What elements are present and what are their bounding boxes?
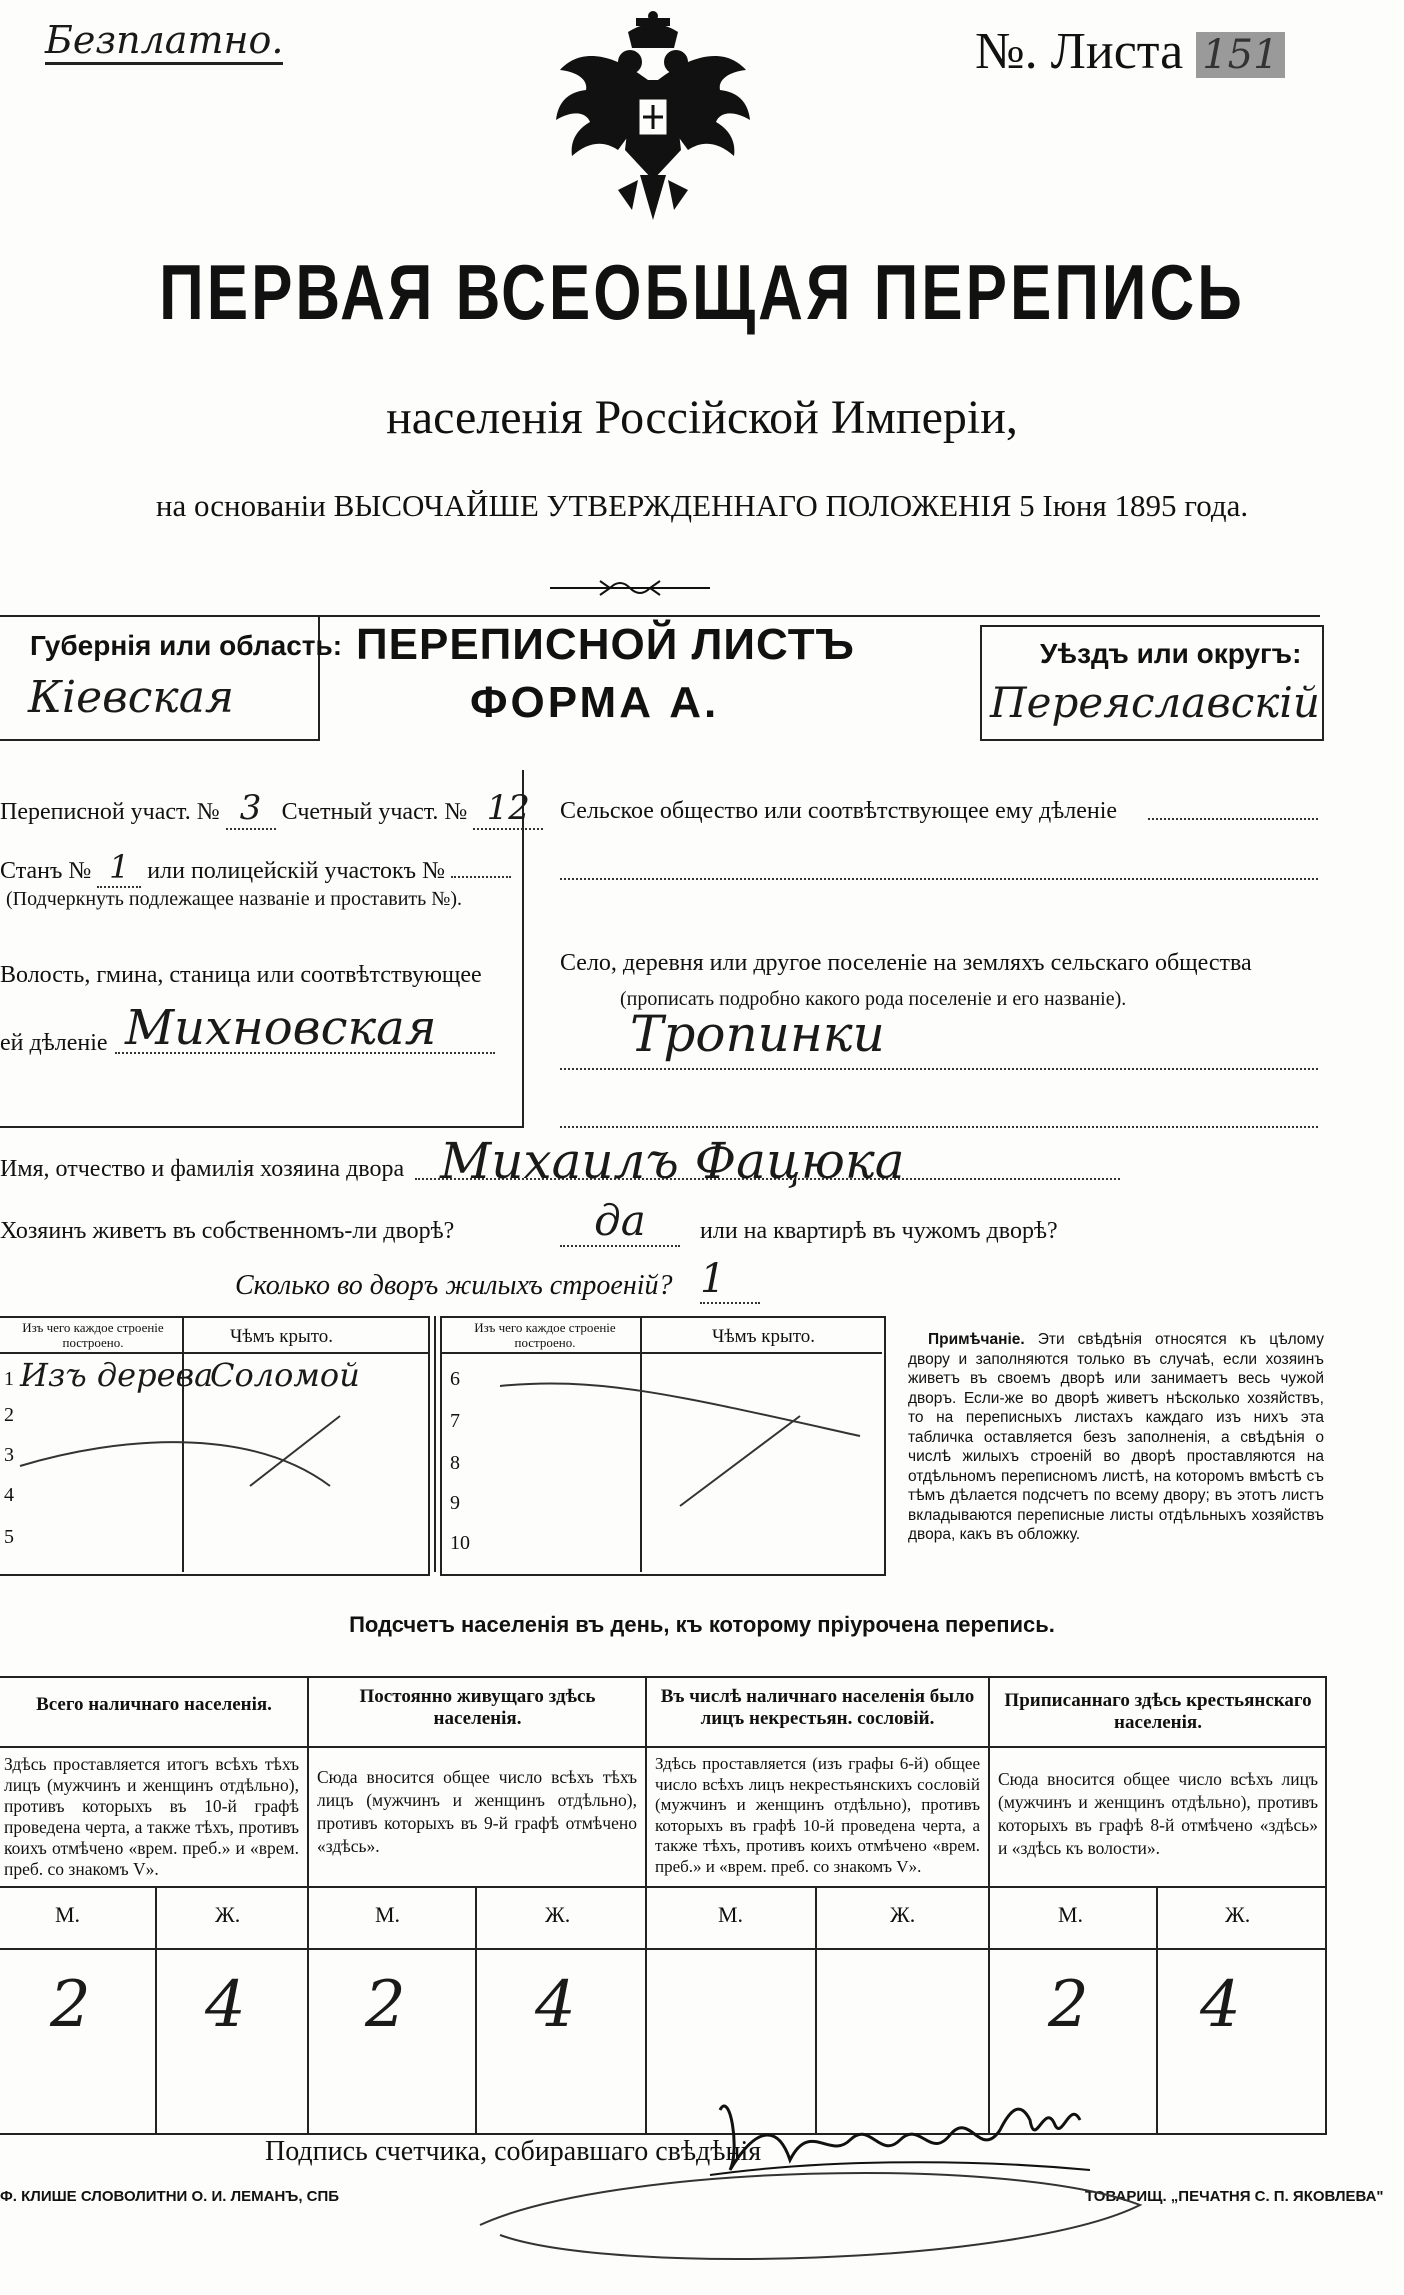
uezd-label: Уѣздъ или округъ:	[1040, 638, 1302, 669]
m-label: М.	[1058, 1902, 1084, 1927]
society-label: Сельское общество или соотвѣтствующее ему дѣленіе	[560, 798, 1118, 824]
volost-value: Михновская	[125, 1000, 437, 1056]
society-line-1	[1148, 818, 1318, 820]
village-line-1	[560, 1068, 1318, 1070]
village-line-2	[560, 1126, 1318, 1128]
owner-name-value: Михаилъ Фацюка	[440, 1132, 905, 1190]
schetny-uchast-value: 12	[473, 788, 543, 830]
row-roof: Соломой	[210, 1356, 360, 1394]
count-col-head: Всего наличнаго населенія.	[36, 1694, 272, 1715]
footer-left: Ф. КЛИШЕ СЛОВОЛИТНИ О. И. ЛЕМАНЪ, СПБ	[0, 2188, 340, 2205]
signature-label: Подпись счетчика, собиравшаго свѣдѣнія	[265, 2136, 762, 2167]
row-number: 1	[4, 1368, 14, 1390]
count-col-head: Въ числѣ наличнаго населенія было лицъ некрестьян. сословій.	[660, 1686, 975, 1729]
count-col-head: Приписаннаго здѣсь крестьянскаго населенія.	[1004, 1690, 1312, 1733]
owner-lives-value: да	[560, 1196, 680, 1247]
count-value: 2	[50, 1968, 91, 2042]
owner-lives-label: Хозяинъ живетъ въ собственномъ-ли дворѣ?	[0, 1218, 455, 1244]
row-number: 6	[450, 1368, 460, 1390]
sheet-number-label: №. Листа	[975, 23, 1184, 80]
zh-label: Ж.	[215, 1902, 241, 1927]
zh-label: Ж.	[1225, 1902, 1251, 1927]
volost-label-2: ей дѣленіе	[0, 1030, 108, 1056]
row-number: 10	[450, 1532, 470, 1554]
col-header-roof: Чѣмъ крыто.	[230, 1326, 334, 1347]
buildings-table	[0, 1316, 885, 1574]
stan-value: 1	[97, 848, 141, 888]
row-number: 5	[4, 1526, 14, 1548]
gubernia-label: Губернія или область:	[30, 630, 343, 661]
col-header-roof-2: Чѣмъ крыто.	[712, 1326, 816, 1347]
col-header-material: Изъ чего каждое строеніе построено.	[22, 1320, 164, 1350]
count-value: 2	[1048, 1968, 1089, 2042]
form-title: ПЕРЕПИСНОЙ ЛИСТЪ	[356, 620, 855, 669]
owner-name-label: Имя, отчество и фамилія хозяина двора	[0, 1156, 405, 1182]
coat-of-arms-emblem	[548, 10, 758, 235]
note-title: Примѣчаніе.	[928, 1331, 1025, 1348]
schetny-uchast-label: Счетный участ. №	[281, 799, 468, 825]
row-material: Изъ дерева	[20, 1356, 214, 1394]
free-label: Безплатно.	[45, 18, 283, 65]
row-number: 7	[450, 1410, 460, 1432]
footer-right: ТОВАРИЩ. „ПЕЧАТНЯ С. П. ЯКОВЛЕВА"	[1085, 2188, 1384, 2205]
perepis-uchast-row	[0, 788, 543, 830]
zh-label: Ж.	[545, 1902, 571, 1927]
count-col-head: Постоянно живущаго здѣсь населенія.	[359, 1686, 596, 1729]
count-col-desc: Здѣсь проставляется (изъ графы 6-й) общее число всѣхъ лицъ некрестьянскихъ сословій (мужчинъ и женщинъ отдѣльно), противъ которыхъ въ графѣ 10-й проведена черта, а также тѣхъ, противъ коихъ отмѣчено «врем. преб.» и «врем. преб. со знакомъ V».	[655, 1754, 980, 1876]
village-label: Село, деревня или другое поселеніе на земляхъ сельскаго общества	[560, 950, 1252, 976]
count-col-desc: Здѣсь проставляется итогъ всѣхъ тѣхъ лицъ (мужчинъ и женщинъ отдѣльно), противъ которыхъ въ 10-й графѣ проведена черта, а также тѣхъ, противъ коихъ отмѣчено «врем. преб.» и «врем. преб. со знакомъ V».	[4, 1754, 299, 1879]
row-number: 9	[450, 1492, 460, 1514]
col-header-material-2: Изъ чего каждое строеніе построено.	[474, 1320, 616, 1350]
basis-line: на основаніи ВЫСОЧАЙШЕ УТВЕРЖДЕННАГО ПОЛОЖЕНІЯ 5 Іюня 1895 года.	[155, 488, 1249, 523]
m-label: М.	[718, 1902, 744, 1927]
row-number: 2	[4, 1404, 14, 1426]
row-number: 8	[450, 1452, 460, 1474]
count-table	[0, 1676, 1327, 2135]
count-col-desc: Сюда вносится общее число всѣхъ лицъ (мужчинъ и женщинъ отдѣльно), противъ которыхъ въ графѣ 8-й отмѣчено «здѣсь» и «здѣсь къ волости».	[998, 1769, 1318, 1858]
count-value: 2	[365, 1968, 406, 2042]
owner-lives-rest: или на квартирѣ въ чужомъ дворѣ?	[700, 1218, 1058, 1244]
zh-label: Ж.	[890, 1902, 916, 1927]
perepis-uchast-value: 3	[226, 788, 276, 830]
perepis-uchast-label: Переписной участ. №	[0, 799, 220, 825]
village-value: Тропинки	[630, 1005, 885, 1063]
volost-label: Волость, гмина, станица или соотвѣтствующее	[0, 962, 482, 988]
strikeout-marks	[0, 1316, 885, 1574]
count-section-title: Подсчетъ населенія въ день, къ которому пріурочена перепись.	[349, 1612, 1055, 1637]
signature-flourish	[460, 2165, 1160, 2275]
note-block	[908, 1330, 1324, 1545]
form-subtitle: ФОРМА А.	[470, 678, 720, 727]
society-line-2	[560, 878, 1318, 880]
m-label: М.	[375, 1902, 401, 1927]
page-title: ПЕРВАЯ ВСЕОБЩАЯ ПЕРЕПИСЬ	[159, 250, 1245, 337]
sheet-number	[975, 22, 1285, 81]
count-value: 4	[535, 1968, 576, 2042]
page-subtitle: населенія Россійской Имперіи,	[386, 391, 1018, 444]
row-number: 4	[4, 1484, 14, 1506]
uezd-value: Переяславскій	[990, 678, 1320, 727]
village-note: (прописать подробно какого рода поселеніе и его названіе).	[620, 988, 1127, 1010]
count-col-desc: Сюда вносится общее число всѣхъ тѣхъ лицъ (мужчинъ и женщинъ отдѣльно), противъ которыхъ въ 9-й графѣ отмѣчено «здѣсь».	[317, 1767, 637, 1856]
buildings-count-value: 1	[700, 1256, 760, 1304]
stan-label: Станъ №	[0, 858, 92, 884]
buildings-count-label: Сколько во дворъ жилыхъ строеній?	[235, 1270, 673, 1301]
m-label: М.	[55, 1902, 81, 1927]
ornament-divider	[540, 575, 720, 601]
sheet-number-value: 151	[1196, 32, 1284, 78]
row-number: 3	[4, 1444, 14, 1466]
count-value: 4	[1200, 1968, 1241, 2042]
gubernia-value: Кіевская	[28, 672, 235, 723]
stan-rest: или полицейскій участокъ №	[147, 858, 445, 884]
stan-note: (Подчеркнуть подлежащее названіе и проставить №).	[6, 888, 462, 910]
note-text: Эти свѣдѣнія относятся къ цѣлому двору и заполняются только въ случаѣ, если хозяинъ живетъ въ своемъ дворѣ или занимаетъ весь чужой дворъ. Если-же во дворѣ живетъ нѣсколько хозяйствъ, то на переписныхъ листахъ каждаго изъ нихъ эта табличка оставляется безъ заполненія, а свѣдѣнія о числѣ жилыхъ строеній во дворѣ проставляются на отдѣльномъ переписномъ листѣ, на которомъ вмѣстѣ съ тѣмъ дѣлается подсчетъ по всему двору; въ этотъ листъ вкладываются переписные листы отдѣльныхъ хозяйствъ двора, какъ въ обложку.	[908, 1331, 1324, 1543]
stan-row	[0, 848, 511, 888]
count-value: 4	[205, 1968, 246, 2042]
